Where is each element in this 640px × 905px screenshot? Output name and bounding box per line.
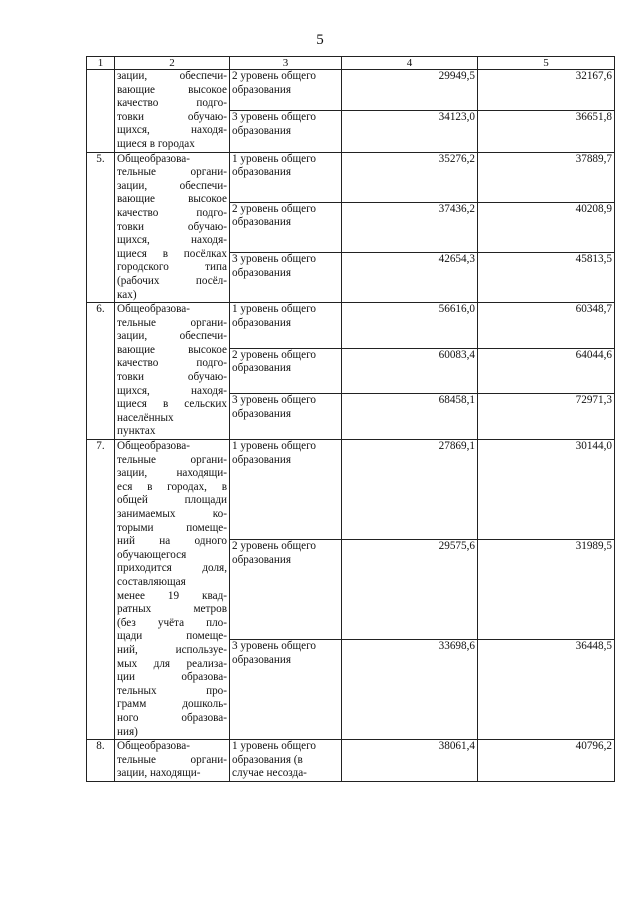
row-number: 5.: [87, 152, 115, 303]
description-line: щиеся в городах: [117, 137, 195, 150]
description-line: товки обучаю-: [117, 220, 227, 233]
description-line: общей площади: [117, 494, 227, 507]
description-line: Общеобразова-: [117, 303, 190, 316]
education-level-line: образования (в: [232, 753, 303, 766]
table-row: [87, 303, 615, 349]
organization-description: [115, 70, 230, 153]
description-line: Общеобразова-: [117, 740, 190, 753]
value-column-5: 36448,5: [478, 640, 615, 740]
education-level-line: 2 уровень общего: [232, 202, 317, 215]
description-line: качество подго-: [117, 206, 227, 219]
education-level-line: образования: [232, 553, 292, 566]
value-column-5: 64044,6: [478, 348, 615, 394]
description-line: качество подго-: [117, 97, 227, 110]
education-level-line: 1 уровень общего: [232, 440, 317, 453]
description-line: зации, обеспечи-: [117, 330, 227, 343]
description-line: еся в городах, в: [117, 480, 227, 493]
education-level-line: образования: [232, 407, 292, 420]
value-column-4: 42654,3: [342, 252, 478, 302]
description-line: щади помеще-: [117, 630, 227, 643]
description-line: (без учёта пло-: [117, 616, 227, 629]
description-line: ний, используе-: [117, 643, 227, 656]
education-level-line: образования: [232, 124, 292, 137]
education-level-line: образования: [232, 166, 292, 179]
value-column-4: 38061,4: [342, 740, 478, 782]
description-line: товки обучаю-: [117, 110, 227, 123]
value-column-4: 35276,2: [342, 152, 478, 202]
description-line: (рабочих посёл-: [117, 274, 227, 287]
description-line: ции образова-: [117, 671, 227, 684]
value-column-4: 68458,1: [342, 394, 478, 440]
education-level: [230, 111, 342, 152]
description-line: ратных метров: [117, 603, 227, 616]
value-column-5: 36651,8: [478, 111, 615, 152]
description-line: занимаемых ко-: [117, 508, 227, 520]
description-line: вающие высокое: [117, 343, 227, 356]
row-number: 6.: [87, 303, 115, 440]
description-line: торыми помеще-: [117, 521, 227, 534]
description-line: качество подго-: [117, 357, 227, 370]
education-level: [230, 640, 342, 740]
value-column-5: 31989,5: [478, 540, 615, 640]
description-line: тельных про-: [117, 684, 227, 697]
description-line: щиеся в посёлках: [117, 247, 227, 260]
education-level-line: 3 уровень общего: [232, 640, 317, 653]
education-level: [230, 202, 342, 252]
education-level: [230, 70, 342, 111]
education-level-line: образования: [232, 453, 292, 466]
description-line: зации, обеспечи-: [117, 70, 227, 82]
description-line: обучающегося: [117, 548, 187, 561]
education-level-line: образования: [232, 316, 292, 329]
education-level-line: 3 уровень общего: [232, 111, 317, 124]
education-level-line: образования: [232, 216, 292, 229]
header-row: [87, 57, 615, 70]
table-row: [87, 740, 615, 782]
education-level: [230, 740, 342, 782]
description-line: Общеобразова-: [117, 440, 190, 453]
education-level-line: 1 уровень общего: [232, 303, 317, 316]
description-line: зации, находящи-: [117, 767, 201, 780]
description-line: щихся, находя-: [117, 234, 227, 247]
description-line: мых для реализа-: [117, 657, 227, 670]
education-level-line: 2 уровень общего: [232, 70, 317, 82]
description-line: ного образова-: [117, 711, 227, 724]
page-number: 5: [316, 32, 324, 48]
value-column-5: 37889,7: [478, 152, 615, 202]
description-line: менее 19 квад-: [117, 589, 227, 602]
education-level-line: образования: [232, 362, 292, 375]
education-level: [230, 440, 342, 540]
value-column-4: 34123,0: [342, 111, 478, 152]
education-level-line: образования: [232, 83, 292, 96]
description-line: ний на одного: [117, 535, 227, 548]
value-column-5: 30144,0: [478, 440, 615, 540]
value-column-4: 29949,5: [342, 70, 478, 111]
value-column-5: 40208,9: [478, 202, 615, 252]
organization-description: [115, 152, 230, 303]
education-level: [230, 252, 342, 302]
table-row: [87, 70, 615, 111]
header-cell-2: 2: [115, 57, 230, 70]
header-cell-1: 1: [87, 57, 115, 70]
description-line: городского типа: [117, 261, 227, 274]
organization-description: [115, 303, 230, 440]
description-line: грамм дошколь-: [117, 698, 227, 711]
education-level: [230, 152, 342, 202]
description-line: щиеся в сельских: [117, 398, 227, 411]
value-column-4: 33698,6: [342, 640, 478, 740]
education-level-line: 3 уровень общего: [232, 252, 317, 265]
row-number: 8.: [87, 740, 115, 782]
description-line: тельные органи-: [117, 753, 227, 766]
value-column-4: 27869,1: [342, 440, 478, 540]
education-level-line: 1 уровень общего: [232, 740, 317, 753]
description-line: зации, обеспечи-: [117, 179, 227, 192]
description-line: зации, находящи-: [117, 467, 227, 480]
education-level: [230, 348, 342, 394]
row-number: [87, 70, 115, 153]
description-line: тельные органи-: [117, 453, 227, 466]
value-column-4: 37436,2: [342, 202, 478, 252]
education-level: [230, 303, 342, 349]
value-column-4: 56616,0: [342, 303, 478, 349]
description-line: вающие высокое: [117, 193, 227, 206]
description-line: приходится доля,: [117, 562, 227, 575]
header-cell-3: 3: [230, 57, 342, 70]
description-line: ках): [117, 288, 137, 301]
header-cell-5: 5: [478, 57, 615, 70]
value-column-5: 45813,5: [478, 252, 615, 302]
education-level-line: 2 уровень общего: [232, 348, 317, 361]
table-row: [87, 152, 615, 202]
description-line: вающие высокое: [117, 83, 227, 96]
description-line: щихся, находя-: [117, 124, 227, 137]
table-body: [87, 57, 615, 782]
description-line: щихся, находя-: [117, 384, 227, 397]
header-cell-4: 4: [342, 57, 478, 70]
education-level-line: случае несозда-: [232, 767, 307, 780]
description-line: тельные органи-: [117, 316, 227, 329]
table-row: [87, 440, 615, 540]
value-column-4: 29575,6: [342, 540, 478, 640]
norms-table: [86, 56, 615, 782]
description-line: пунктах: [117, 425, 156, 438]
organization-description: [115, 740, 230, 782]
education-level-line: 1 уровень общего: [232, 152, 317, 165]
value-column-5: 32167,6: [478, 70, 615, 111]
value-column-4: 60083,4: [342, 348, 478, 394]
row-number: 7.: [87, 440, 115, 740]
description-line: населённых: [117, 411, 174, 424]
description-line: товки обучаю-: [117, 371, 227, 384]
description-line: составляющая: [117, 575, 186, 588]
description-line: тельные органи-: [117, 166, 227, 179]
description-line: Общеобразова-: [117, 152, 190, 165]
value-column-5: 72971,3: [478, 394, 615, 440]
value-column-5: 60348,7: [478, 303, 615, 349]
education-level-line: 3 уровень общего: [232, 394, 317, 407]
value-column-5: 40796,2: [478, 740, 615, 782]
education-level: [230, 394, 342, 440]
education-level: [230, 540, 342, 640]
education-level-line: образования: [232, 266, 292, 279]
education-level-line: 2 уровень общего: [232, 540, 317, 553]
organization-description: [115, 440, 230, 740]
description-line: ния): [117, 725, 138, 738]
education-level-line: образования: [232, 653, 292, 666]
